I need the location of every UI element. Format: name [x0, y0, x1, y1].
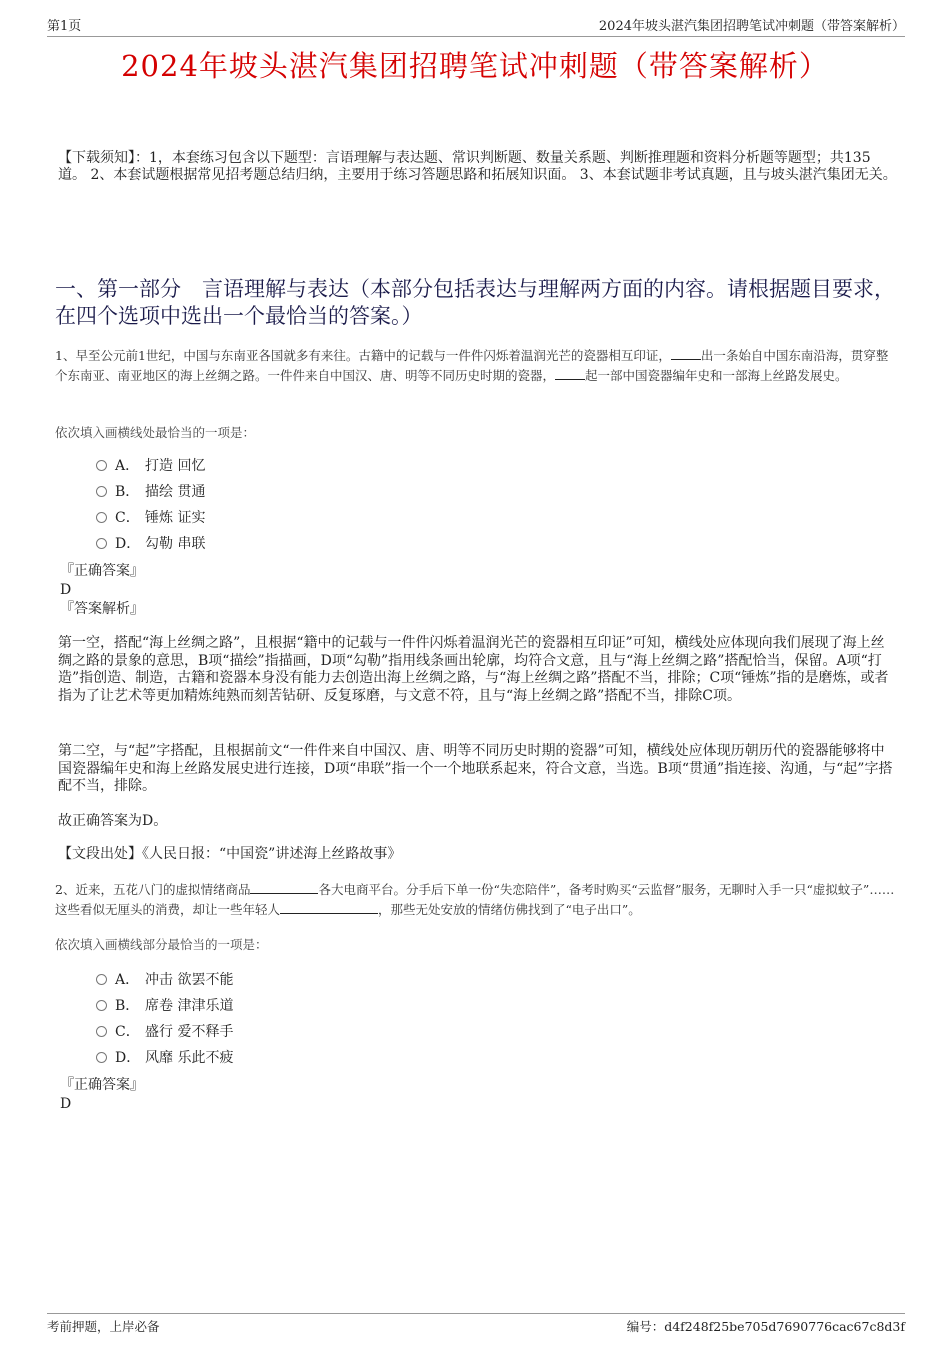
- radio-icon[interactable]: [96, 538, 107, 549]
- question-1-prompt: 依次填入画横线处最恰当的一项是：: [55, 425, 256, 440]
- option-a[interactable]: A． 冲击 欲罢不能: [96, 966, 233, 992]
- option-a[interactable]: A． 打造 回忆: [96, 452, 205, 478]
- option-c[interactable]: C． 盛行 爱不释手: [96, 1018, 233, 1044]
- radio-icon[interactable]: [96, 974, 107, 985]
- analysis-paragraph-2: 第二空，与“起”字搭配，且根据前文“一件件来自中国汉、唐、明等不同历史时期的瓷器”可知，横线处应体现历朝历代的瓷器能够将中国瓷器编年史和海上丝路发展史进行连接，D项“串联”指一个一个地联系起来，符合文意，当选。B项“贯通”指连接、沟通，与“起”字搭配不当，排除。: [58, 743, 893, 794]
- option-b[interactable]: B． 席卷 津津乐道: [96, 992, 233, 1018]
- source-citation: 【文段出处】《人民日报：“中国瓷”讲述海上丝路故事》: [58, 846, 402, 862]
- radio-icon[interactable]: [96, 1026, 107, 1037]
- page-footer: [47, 1313, 905, 1335]
- radio-icon[interactable]: [96, 486, 107, 497]
- question-1-options: [96, 452, 205, 556]
- header-doc-title: 2024年坡头湛汽集团招聘笔试冲刺题（带答案解析）: [598, 19, 905, 34]
- page-header: [47, 14, 905, 37]
- radio-icon[interactable]: [96, 1000, 107, 1011]
- option-c[interactable]: C． 锤炼 证实: [96, 504, 205, 530]
- answer-heading: 『正确答案』: [60, 563, 144, 579]
- blank: [555, 366, 585, 380]
- radio-icon[interactable]: [96, 460, 107, 471]
- download-notice: 【下载须知】：1，本套练习包含以下题型：言语理解与表达题、常识判断题、数量关系题、判断推理题和资料分析题等题型；共135道。 2、本套试题根据常见招考题总结归纳，主要用于练习答题思路和拓展知识面。 3、本套试题非考试真题，且与坡头湛汽集团无关。: [58, 150, 897, 183]
- page-number: 第1页: [47, 19, 82, 34]
- blank: [280, 900, 378, 914]
- analysis-heading: 『答案解析』: [60, 601, 144, 617]
- analysis-paragraph-1: 第一空，搭配“海上丝绸之路”，且根据“籍中的记载与一件件闪烁着温润光芒的瓷器相互印证”可知，横线处应体现向我们展现了海上丝绸之路的景象的意思，B项“描绘”指描画，D项“勾勒”指用线条画出轮廓，均符合文意，且与“海上丝绸之路”搭配恰当，保留。A项“打造”指创造、制造，古籍和瓷器本身没有能力去创造出海上丝绸之路，与“海上丝绸之路”搭配不当，排除；C项“锤炼”指的是磨炼，或者指为了让艺术等更加精炼纯熟而刻苦钻研、反复琢磨，与文意不符，且与“海上丝绸之路”搭配不当，排除C项。: [58, 635, 889, 704]
- analysis-conclusion: 故正确答案为D。: [58, 813, 168, 829]
- radio-icon[interactable]: [96, 1052, 107, 1063]
- option-d[interactable]: D． 风靡 乐此不疲: [96, 1044, 233, 1070]
- answer-value: D: [60, 582, 72, 598]
- radio-icon[interactable]: [96, 512, 107, 523]
- footer-slogan: 考前押题，上岸必备: [47, 1319, 160, 1334]
- answer-heading: 『正确答案』: [60, 1077, 144, 1093]
- option-b[interactable]: B． 描绘 贯通: [96, 478, 205, 504]
- question-2-text: 2、近来，五花八门的虚拟情绪商品 各大电商平台。分手后下单一份“失恋陪伴”，备考时购买“云监督”服务，无聊时入手一只“虚拟蚊子”……这些看似无厘头的消费，却让一些年轻人 ，那些无处安放的情绪仿佛找到了“电子出口”。: [55, 882, 895, 917]
- question-1-answer: [60, 562, 144, 619]
- section-title: 一、第一部分 言语理解与表达（本部分包括表达与理解两方面的内容。请根据题目要求，在四个选项中选出一个最恰当的答案。）: [55, 277, 895, 328]
- answer-value: D: [60, 1096, 72, 1112]
- option-d[interactable]: D． 勾勒 串联: [96, 530, 205, 556]
- document-title: 2024年坡头湛汽集团招聘笔试冲刺题（带答案解析）: [121, 49, 829, 83]
- question-2-options: [96, 966, 233, 1070]
- blank: [671, 346, 701, 360]
- question-2-answer: [60, 1076, 144, 1114]
- question-1-text: 1、早至公元前1世纪，中国与东南亚各国就多有来往。古籍中的记载与一件件闪烁着温润光芒的瓷器相互印证， 出一条始自中国东南沿海，贯穿整个东南亚、南亚地区的海上丝绸之路。一件件来自中国汉、唐、明等不同历史时期的瓷器， 起一部中国瓷器编年史和一部海上丝路发展史。: [55, 348, 889, 383]
- footer-serial: 编号：d4f248f25be705d7690776cac67c8d3f: [626, 1319, 905, 1334]
- question-2-prompt: 依次填入画横线部分最恰当的一项是：: [55, 937, 268, 952]
- blank: [250, 880, 318, 894]
